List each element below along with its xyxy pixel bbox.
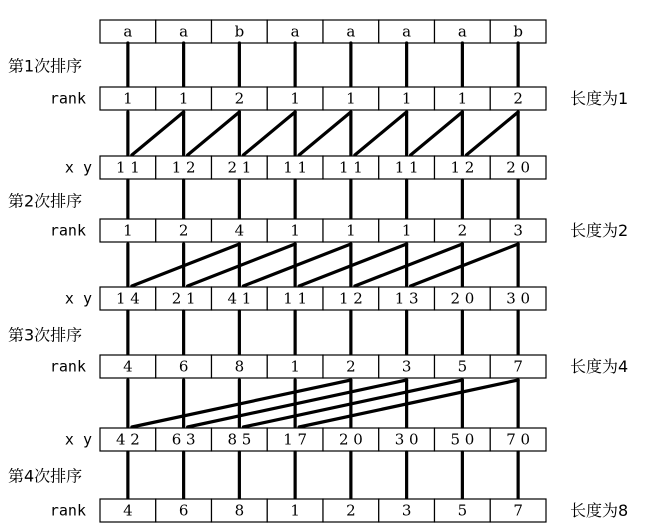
pair-label: x y: [64, 289, 92, 308]
pair-cell: 2 0: [450, 289, 475, 308]
pair-cell: 1 4: [115, 289, 140, 308]
rank-cell: 1: [290, 501, 300, 520]
pair-cell: 6 3: [171, 430, 196, 449]
pair-cell: 2 0: [338, 430, 363, 449]
rank-cell: 1: [290, 221, 300, 240]
step-title: 第4次排序: [8, 466, 83, 486]
string-char-cell: a: [290, 22, 300, 41]
pair-cell: 1 2: [450, 158, 475, 177]
pair-cell: 3 0: [394, 430, 419, 449]
rank-cell: 1: [346, 89, 356, 108]
y-connector: [355, 112, 407, 155]
rank-row: [100, 355, 546, 378]
y-connector: [188, 380, 407, 427]
rank-cell: 3: [401, 357, 412, 376]
y-connector: [299, 380, 518, 427]
rank-cell: 4: [123, 357, 133, 376]
rank-cell: 5: [457, 357, 468, 376]
y-connector: [243, 112, 295, 155]
pair-cell: 1 2: [338, 289, 363, 308]
pair-cell: 1 1: [283, 289, 308, 308]
pair-cell: 2 0: [506, 158, 531, 177]
rank-cell: 1: [401, 89, 412, 108]
rank-row: [100, 499, 546, 522]
y-connector: [243, 244, 351, 286]
rank-row: [100, 87, 546, 110]
pair-cell: 8 5: [227, 430, 252, 449]
string-char-cell: a: [123, 22, 133, 41]
rank-cell: 6: [178, 357, 189, 376]
rank-cell: 1: [290, 357, 300, 376]
rank-cell: 2: [346, 501, 356, 520]
pair-row: [100, 287, 546, 310]
rank-cell: 5: [457, 501, 468, 520]
step-title: 第2次排序: [8, 191, 83, 211]
rank-cell: 2: [234, 89, 245, 108]
y-connector: [188, 244, 296, 286]
pair-cell: 1 1: [394, 158, 419, 177]
pair-row: [100, 428, 546, 451]
pair-cell: 1 1: [115, 158, 140, 177]
y-connector: [188, 112, 240, 155]
rank-cell: 8: [234, 357, 245, 376]
string-char-cell: b: [234, 22, 245, 41]
pair-cell: 5 0: [450, 430, 475, 449]
pair-cell: 4 2: [115, 430, 140, 449]
string-row: [100, 20, 546, 43]
pair-label: x y: [64, 430, 92, 449]
y-connector: [466, 112, 518, 155]
rank-cell: 2: [513, 89, 523, 108]
rank-cell: 3: [401, 501, 412, 520]
pair-cell: 2 1: [227, 158, 252, 177]
rank-cell: 1: [346, 221, 356, 240]
pair-cell: 1 3: [394, 289, 419, 308]
rank-cell: 7: [513, 357, 523, 376]
rank-cell: 6: [178, 501, 189, 520]
rank-cell: 1: [457, 89, 468, 108]
length-label: 长度为1: [570, 89, 629, 108]
pair-cell: 1 1: [283, 158, 308, 177]
y-connector: [411, 244, 519, 286]
pair-cell: 7 0: [506, 430, 531, 449]
rank-cell: 3: [513, 221, 523, 240]
rank-cell: 1: [123, 221, 133, 240]
step-title: 第1次排序: [8, 56, 83, 76]
string-char-cell: a: [179, 22, 189, 41]
pair-cell: 2 1: [171, 289, 196, 308]
string-char-cell: a: [457, 22, 467, 41]
rank-label: rank: [49, 357, 86, 376]
rank-cell: 4: [123, 501, 133, 520]
rank-label: rank: [49, 501, 86, 520]
y-connector: [355, 244, 463, 286]
rank-cell: 1: [123, 89, 133, 108]
rank-cell: 1: [290, 89, 300, 108]
length-label: 长度为8: [570, 501, 629, 520]
string-char-cell: b: [513, 22, 523, 41]
y-connector: [132, 380, 351, 427]
rank-cell: 7: [513, 501, 523, 520]
y-connector: [132, 244, 240, 286]
rank-cell: 2: [346, 357, 356, 376]
rank-cell: 8: [234, 501, 245, 520]
length-label: 长度为4: [570, 357, 629, 376]
pair-cell: 1 2: [171, 158, 196, 177]
pair-cell: 1 1: [338, 158, 363, 177]
rank-row: [100, 219, 546, 242]
rank-label: rank: [49, 89, 86, 108]
y-connector: [299, 112, 351, 155]
length-label: 长度为2: [570, 221, 629, 240]
y-connector: [299, 244, 407, 286]
rank-cell: 2: [178, 221, 189, 240]
rank-label: rank: [49, 221, 86, 240]
rank-cell: 2: [457, 221, 468, 240]
y-connector: [411, 112, 463, 155]
y-connector: [243, 380, 462, 427]
pair-label: x y: [64, 158, 92, 177]
pair-cell: 4 1: [227, 289, 252, 308]
rank-cell: 1: [401, 221, 412, 240]
step-title: 第3次排序: [8, 325, 83, 345]
string-char-cell: a: [346, 22, 356, 41]
y-connector: [132, 112, 184, 155]
string-char-cell: a: [402, 22, 412, 41]
rank-cell: 4: [234, 221, 245, 240]
rank-cell: 1: [178, 89, 189, 108]
pair-row: [100, 156, 546, 179]
pair-cell: 3 0: [506, 289, 531, 308]
pair-cell: 1 7: [283, 430, 308, 449]
